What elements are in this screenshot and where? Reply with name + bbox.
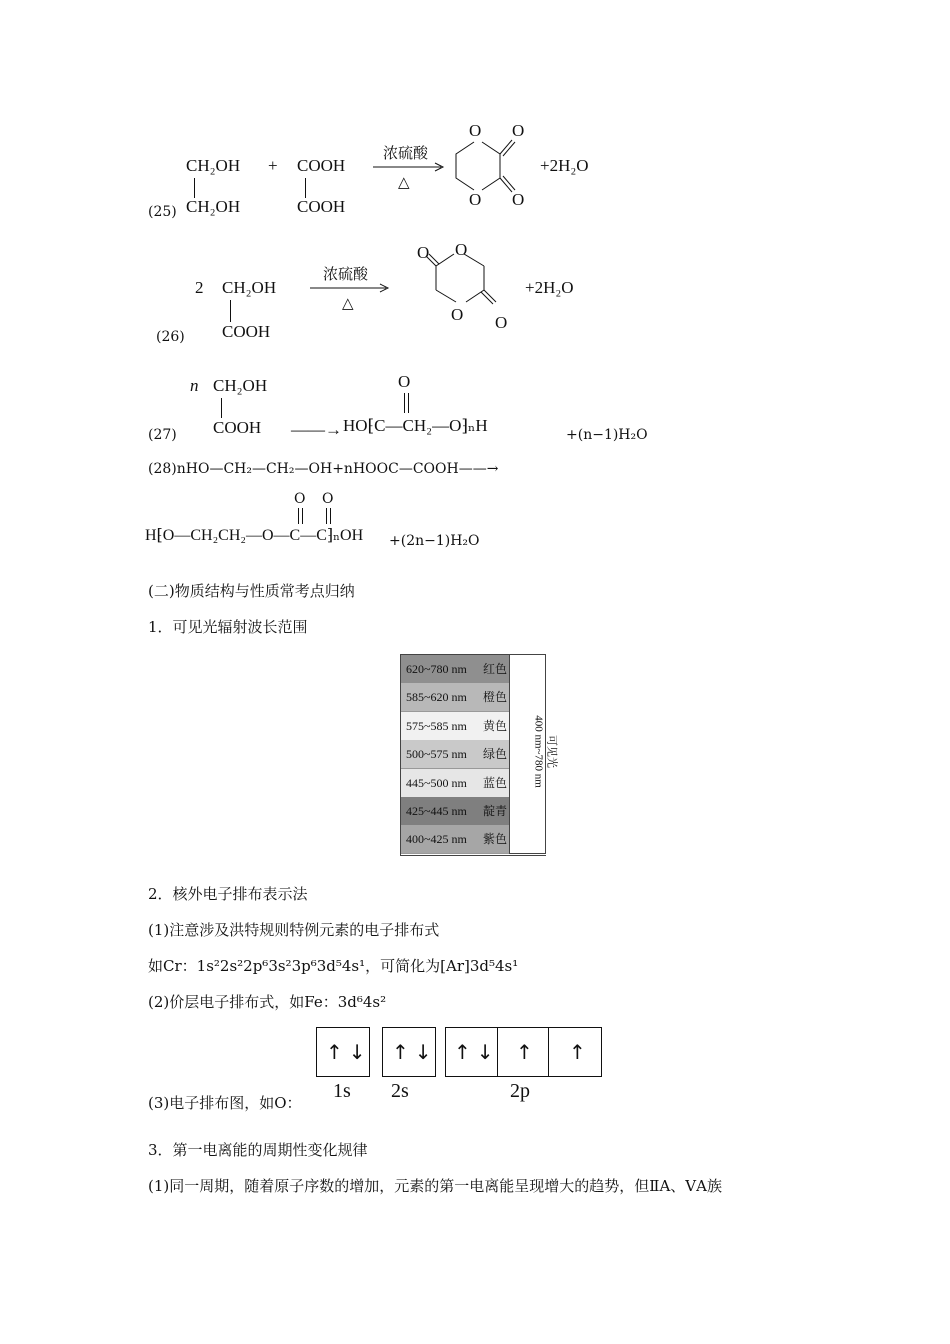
reactant-formula: CH₂OH xyxy=(186,156,241,175)
orbital-cell xyxy=(497,1028,549,1076)
reaction-equation: (28)nHO—CH₂—CH₂—OH+nHOOC—COOH——→ xyxy=(148,461,499,477)
orbital-label-1s: 1s xyxy=(333,1080,351,1102)
double-bond xyxy=(298,508,303,524)
byproduct-water: +2H₂O xyxy=(540,156,589,175)
color-name: 靛青 xyxy=(482,804,507,818)
wavelength-range: 585~620 nm xyxy=(406,690,467,705)
polymer-formula: HO⁅C—CH₂—O⁆ₙH xyxy=(343,416,488,435)
item-text: (1)注意涉及洪特规则特例元素的电子排布式 xyxy=(148,921,440,939)
ring-oxygen: O xyxy=(455,240,468,259)
ring-oxygen: O xyxy=(469,190,482,209)
item-text: 如Cr：1s²2s²2p⁶3s²3p⁶3d⁵4s¹，可简化为[Ar]3d⁵4s¹ xyxy=(148,957,519,975)
color-name: 绿色 xyxy=(482,747,507,762)
wavelength-range: 400~425 nm xyxy=(406,832,467,847)
ring-oxygen: O xyxy=(469,121,482,140)
bracket-bottom xyxy=(509,853,545,854)
bracket-top xyxy=(509,654,545,655)
reactant-formula: CH₂OH xyxy=(186,197,241,216)
condition-heat: △ xyxy=(398,173,410,191)
wavelength-range: 500~575 nm xyxy=(406,747,467,762)
spectrum-band-row xyxy=(401,769,509,798)
carbonyl-oxygen: O xyxy=(322,491,334,507)
carbonyl-oxygen: O xyxy=(495,313,508,332)
orbital-label-2s: 2s xyxy=(391,1080,409,1102)
byproduct-water: +(2n−1)H₂O xyxy=(389,533,480,549)
condition-catalyst: 浓硫酸 xyxy=(383,144,429,162)
electron-arrow: ↑ xyxy=(516,1040,533,1064)
byproduct-water: +2H₂O xyxy=(525,278,574,297)
spectrum-band-row xyxy=(401,655,509,684)
carbonyl-oxygen: O xyxy=(417,243,430,262)
coefficient: 2 xyxy=(195,278,204,297)
cyclic-ester-structure xyxy=(448,118,538,214)
spectrum-band-row xyxy=(401,712,509,741)
item-title: 2．核外电子排布表示法 xyxy=(148,885,308,903)
reactant-formula: CH₂OH xyxy=(222,278,277,297)
reaction-number: (25) xyxy=(148,204,177,220)
color-name: 红色 xyxy=(482,662,507,676)
carbonyl-oxygen: O xyxy=(294,491,306,507)
color-name: 蓝色 xyxy=(482,775,507,790)
wavelength-range: 575~585 nm xyxy=(406,718,467,733)
carbonyl-oxygen: O xyxy=(512,190,525,209)
condition-catalyst: 浓硫酸 xyxy=(323,265,369,283)
item-text: (3)电子排布图，如O： xyxy=(148,1094,302,1112)
ring-oxygen: O xyxy=(451,305,464,324)
color-name: 黄色 xyxy=(482,718,507,733)
wavelength-range: 445~500 nm xyxy=(406,775,467,790)
orbital-label-2p: 2p xyxy=(510,1080,530,1102)
orbital-1s xyxy=(316,1027,370,1077)
color-name: 橙色 xyxy=(482,690,507,705)
double-bond xyxy=(404,393,409,413)
reaction-arrow: ——→ xyxy=(291,420,342,439)
reactant-formula: COOH xyxy=(213,418,262,437)
bond-line xyxy=(305,178,306,198)
reactant-formula: COOH xyxy=(222,322,271,341)
bond-line xyxy=(221,398,222,418)
spectrum-band-row xyxy=(401,797,509,826)
electron-pair-arrows: ↑↓ xyxy=(454,1040,500,1064)
double-bond xyxy=(326,508,331,524)
carbonyl-oxygen: O xyxy=(512,121,525,140)
byproduct-water: +(n−1)H₂O xyxy=(566,427,648,443)
reactant-formula: COOH xyxy=(297,156,346,175)
bond-line xyxy=(194,178,195,198)
reactant-formula: CH₂OH xyxy=(213,376,268,395)
wavelength-range: 620~780 nm xyxy=(406,662,467,676)
side-label-visible: 可见光 xyxy=(545,735,559,768)
spectrum-band-row xyxy=(401,683,509,712)
reactant-formula: COOH xyxy=(297,197,346,216)
coefficient: n xyxy=(190,376,199,395)
orbital-cell xyxy=(446,1028,498,1076)
reaction-arrow xyxy=(373,162,445,172)
orbital-cell xyxy=(548,1028,601,1076)
reaction-arrow xyxy=(310,283,390,293)
polymer-formula: H⁅O—CH₂CH₂—O—C—C⁆ₙOH xyxy=(145,527,364,544)
wavelength-range: 425~445 nm xyxy=(406,804,467,818)
orbital-2s xyxy=(382,1027,436,1077)
electron-pair-arrows: ↑↓ xyxy=(392,1040,438,1064)
side-label-range: 400 nm~780 nm xyxy=(532,715,545,788)
item-text: (1)同一周期，随着原子序数的增加，元素的第一电离能呈现增大的趋势，但ⅡA、ⅤA族 xyxy=(148,1177,722,1195)
reaction-number: (27) xyxy=(148,427,177,443)
plus-sign: + xyxy=(268,156,278,175)
reaction-number: (26) xyxy=(156,329,185,345)
bond-line xyxy=(230,300,231,322)
spectrum-band-row xyxy=(401,740,509,769)
item-text: (2)价层电子排布式，如Fe：3d⁶4s² xyxy=(148,993,387,1011)
color-name: 紫色 xyxy=(482,832,507,847)
section-heading: (二)物质结构与性质常考点归纳 xyxy=(148,582,355,600)
spectrum-band-row xyxy=(401,825,509,854)
item-title: 3．第一电离能的周期性变化规律 xyxy=(148,1141,368,1159)
carbonyl-oxygen: O xyxy=(398,372,411,391)
condition-heat: △ xyxy=(342,294,354,312)
orbital-2p xyxy=(445,1027,602,1077)
electron-arrow: ↑ xyxy=(569,1040,586,1064)
item-title: 1．可见光辐射波长范围 xyxy=(148,618,308,636)
electron-pair-arrows: ↑↓ xyxy=(326,1040,372,1064)
